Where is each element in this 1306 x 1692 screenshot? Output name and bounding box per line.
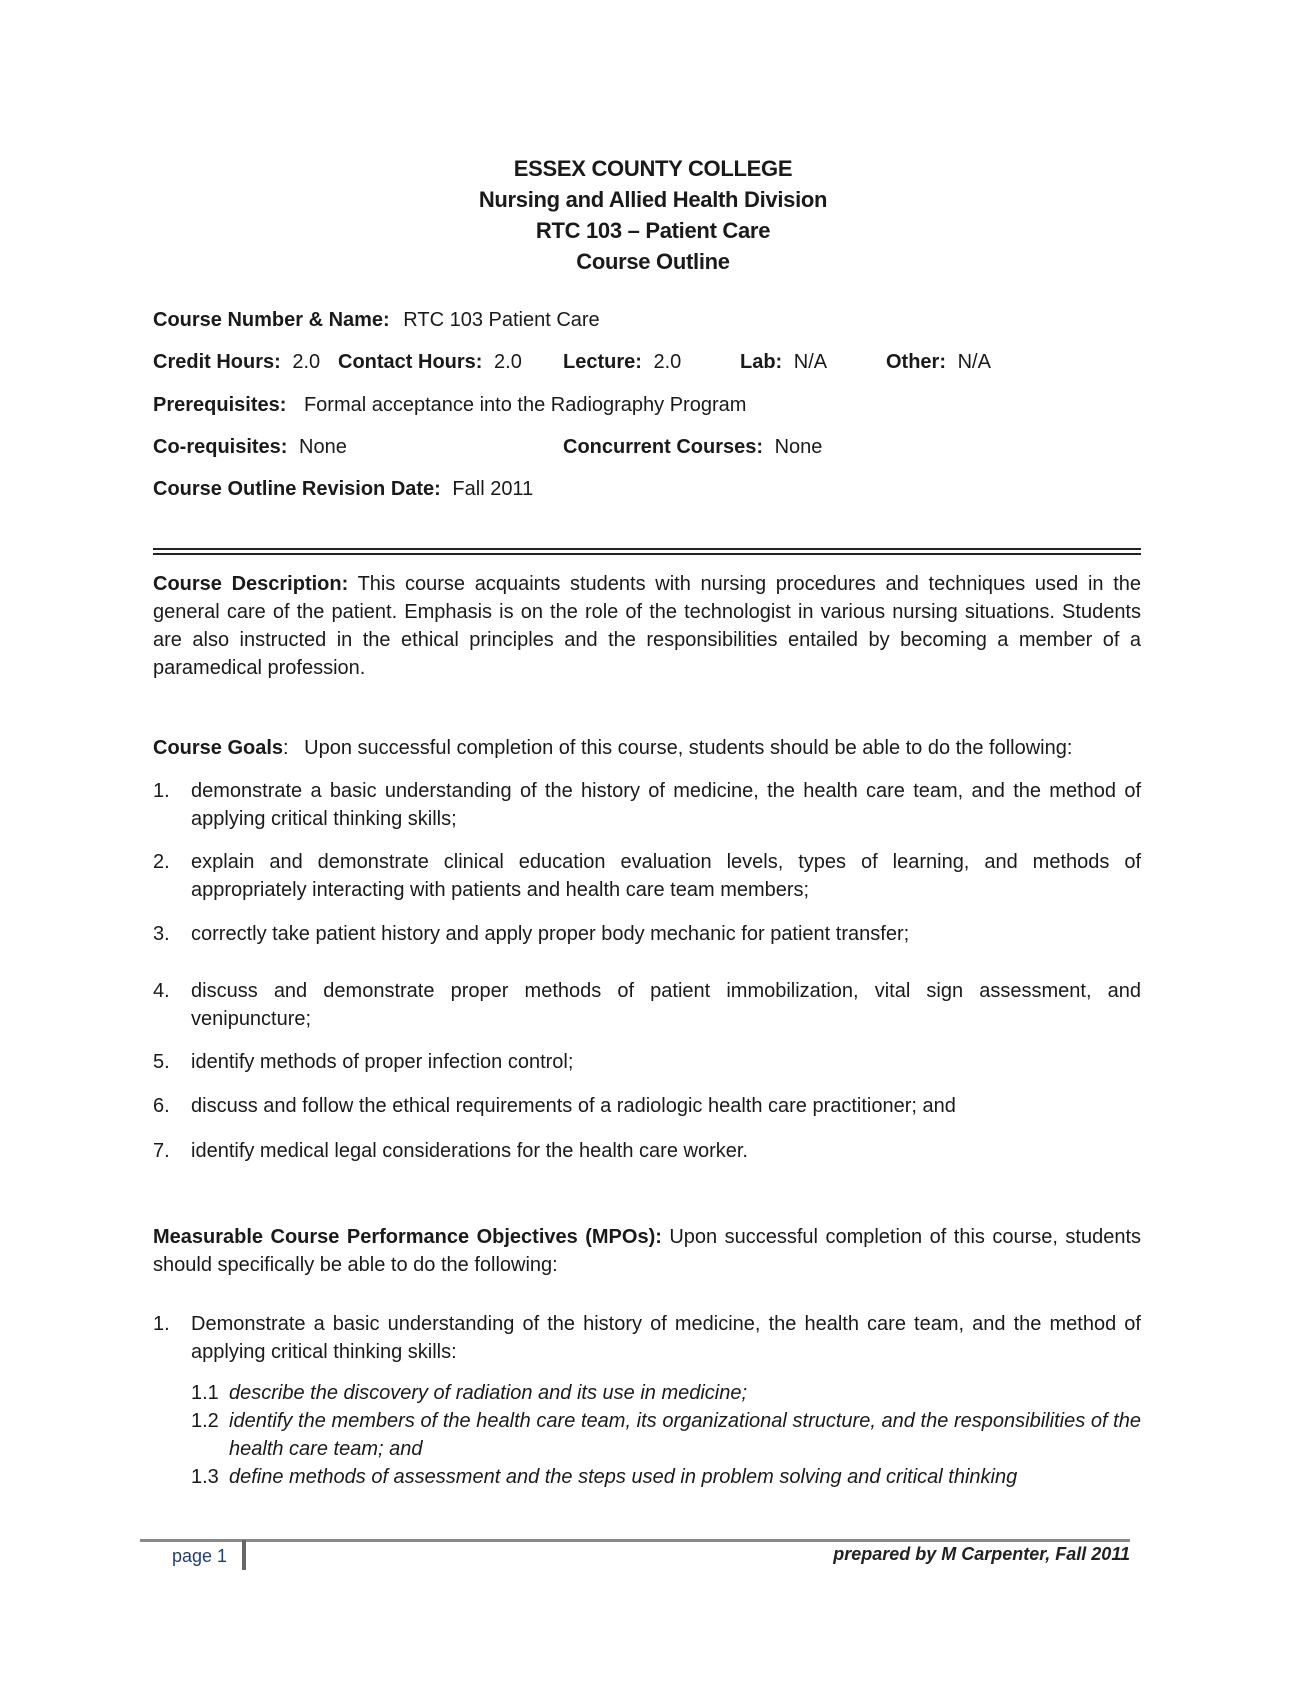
mpo-subitem	[191, 1407, 1141, 1463]
lecture-value: 2.0	[653, 351, 682, 373]
other-hours	[886, 348, 991, 376]
goal-number: 5.	[153, 1051, 170, 1073]
course-description-label: Course Description:	[153, 573, 349, 595]
goal-item	[153, 777, 1141, 833]
prerequisites-row	[153, 391, 746, 419]
footer-page-separator	[242, 1540, 246, 1570]
credit-hours-value: 2.0	[292, 351, 321, 373]
lab-value: N/A	[793, 351, 828, 373]
revision-date-row	[153, 475, 533, 503]
mpo-subitem-text: identify the members of the health care team, its organizational structure, and the responsibilities of the health care team; and	[229, 1410, 1141, 1460]
mpo-subitem-text: describe the discovery of radiation and its use in medicine;	[229, 1382, 748, 1404]
mpo-subitem-number: 1.1	[191, 1382, 219, 1404]
course-number-row	[153, 306, 600, 334]
lab-hours	[740, 348, 827, 376]
document-header	[0, 153, 1306, 277]
mpos-intro	[153, 1223, 1141, 1279]
concurrent-courses-value: None	[774, 436, 823, 458]
mpo-subitem	[191, 1379, 1141, 1407]
college-name: ESSEX COUNTY COLLEGE	[513, 156, 793, 181]
corequisites-value: None	[299, 436, 347, 458]
goal-number: 3.	[153, 923, 170, 945]
mpo-subitem-text: define methods of assessment and the steps used in problem solving and critical thinking	[229, 1466, 1018, 1488]
other-value: N/A	[957, 351, 991, 373]
lecture-hours	[563, 348, 681, 376]
goal-item	[153, 1137, 1141, 1165]
goal-number: 4.	[153, 980, 170, 1002]
section-divider-bottom	[153, 553, 1141, 555]
mpo-subitem-number: 1.2	[191, 1410, 219, 1432]
footer-divider	[140, 1539, 1130, 1542]
course-goals-intro: Course Goals: Upon successful completion of this course, students should be able to do the following:	[153, 737, 1073, 759]
division-name: Nursing and Allied Health Division	[478, 187, 828, 212]
goal-number: 1.	[153, 780, 170, 802]
contact-hours	[338, 348, 522, 376]
lab-label: Lab:	[740, 351, 783, 373]
goal-text: identify methods of proper infection control;	[191, 1051, 574, 1073]
mpo-text: Demonstrate a basic understanding of the history of medicine, the health care team, and the method of applying critical thinking skills:	[191, 1313, 1141, 1363]
prerequisites-value: Formal acceptance into the Radiography Program	[303, 394, 747, 416]
page-number: page 1	[172, 1546, 228, 1566]
goal-number: 6.	[153, 1095, 170, 1117]
credit-hours	[153, 348, 320, 376]
prerequisites-label: Prerequisites:	[153, 394, 287, 416]
contact-hours-label: Contact Hours:	[338, 351, 483, 373]
course-number-value: RTC 103 Patient Care	[403, 309, 600, 331]
goal-item	[153, 1092, 1141, 1120]
course-description-text: This course acquaints students with nursing procedures and techniques used in the general care of the patient. Emphasis is on the role of the technologist in various nursing situations. Students are also instructed in the ethical principles and the responsibilities entailed by becoming a member of a paramedical profession.	[153, 573, 1141, 679]
mpos-label: Measurable Course Performance Objectives (MPOs):	[153, 1226, 662, 1248]
mpos-intro-text: Upon successful completion of this course, students should specifically be able to do the following:	[153, 1226, 1142, 1276]
corequisites-label: Co-requisites:	[153, 436, 288, 458]
mpo-subitem	[191, 1463, 1141, 1491]
contact-hours-value: 2.0	[494, 351, 522, 373]
other-label: Other:	[886, 351, 946, 373]
mpo-subitem-number: 1.3	[191, 1466, 219, 1488]
course-goals-label: Course Goals	[153, 737, 284, 759]
goal-text: identify medical legal considerations for the health care worker.	[191, 1140, 748, 1162]
mpo-number: 1.	[153, 1313, 170, 1335]
concurrent-courses-label: Concurrent Courses:	[563, 436, 764, 458]
revision-date-label: Course Outline Revision Date:	[153, 478, 441, 500]
concurrent-courses	[563, 433, 822, 461]
section-divider-top	[153, 548, 1141, 550]
course-title: RTC 103 – Patient Care	[535, 218, 771, 243]
goal-text: demonstrate a basic understanding of the history of medicine, the health care team, and the method of applying critical thinking skills;	[191, 780, 1141, 830]
goal-text: explain and demonstrate clinical education evaluation levels, types of learning, and methods of appropriately interacting with patients and health care team members;	[191, 851, 1141, 901]
goal-item	[153, 1048, 1141, 1076]
prepared-by: prepared by M Carpenter, Fall 2011	[833, 1544, 1130, 1564]
course-description	[153, 570, 1141, 682]
goal-text: discuss and follow the ethical requirements of a radiologic health care practitioner; and	[191, 1095, 956, 1117]
revision-date-value: Fall 2011	[452, 478, 534, 500]
goal-item	[153, 848, 1141, 904]
mpo-item	[153, 1310, 1141, 1366]
lecture-label: Lecture:	[563, 351, 642, 373]
course-number-label: Course Number & Name:	[153, 309, 390, 331]
goal-number: 7.	[153, 1140, 170, 1162]
goal-text: correctly take patient history and apply proper body mechanic for patient transfer;	[191, 923, 910, 945]
outline-title: Course Outline	[576, 249, 730, 274]
goal-text: discuss and demonstrate proper methods of patient immobilization, vital sign assessment, and venipuncture;	[191, 980, 1141, 1030]
goal-item	[153, 977, 1141, 1033]
corequisites	[153, 433, 347, 461]
goal-number: 2.	[153, 851, 170, 873]
course-goals-intro-text: Upon successful completion of this course, students should be able to do the following:	[304, 737, 1073, 759]
credit-hours-label: Credit Hours:	[153, 351, 281, 373]
goal-item	[153, 920, 1141, 948]
